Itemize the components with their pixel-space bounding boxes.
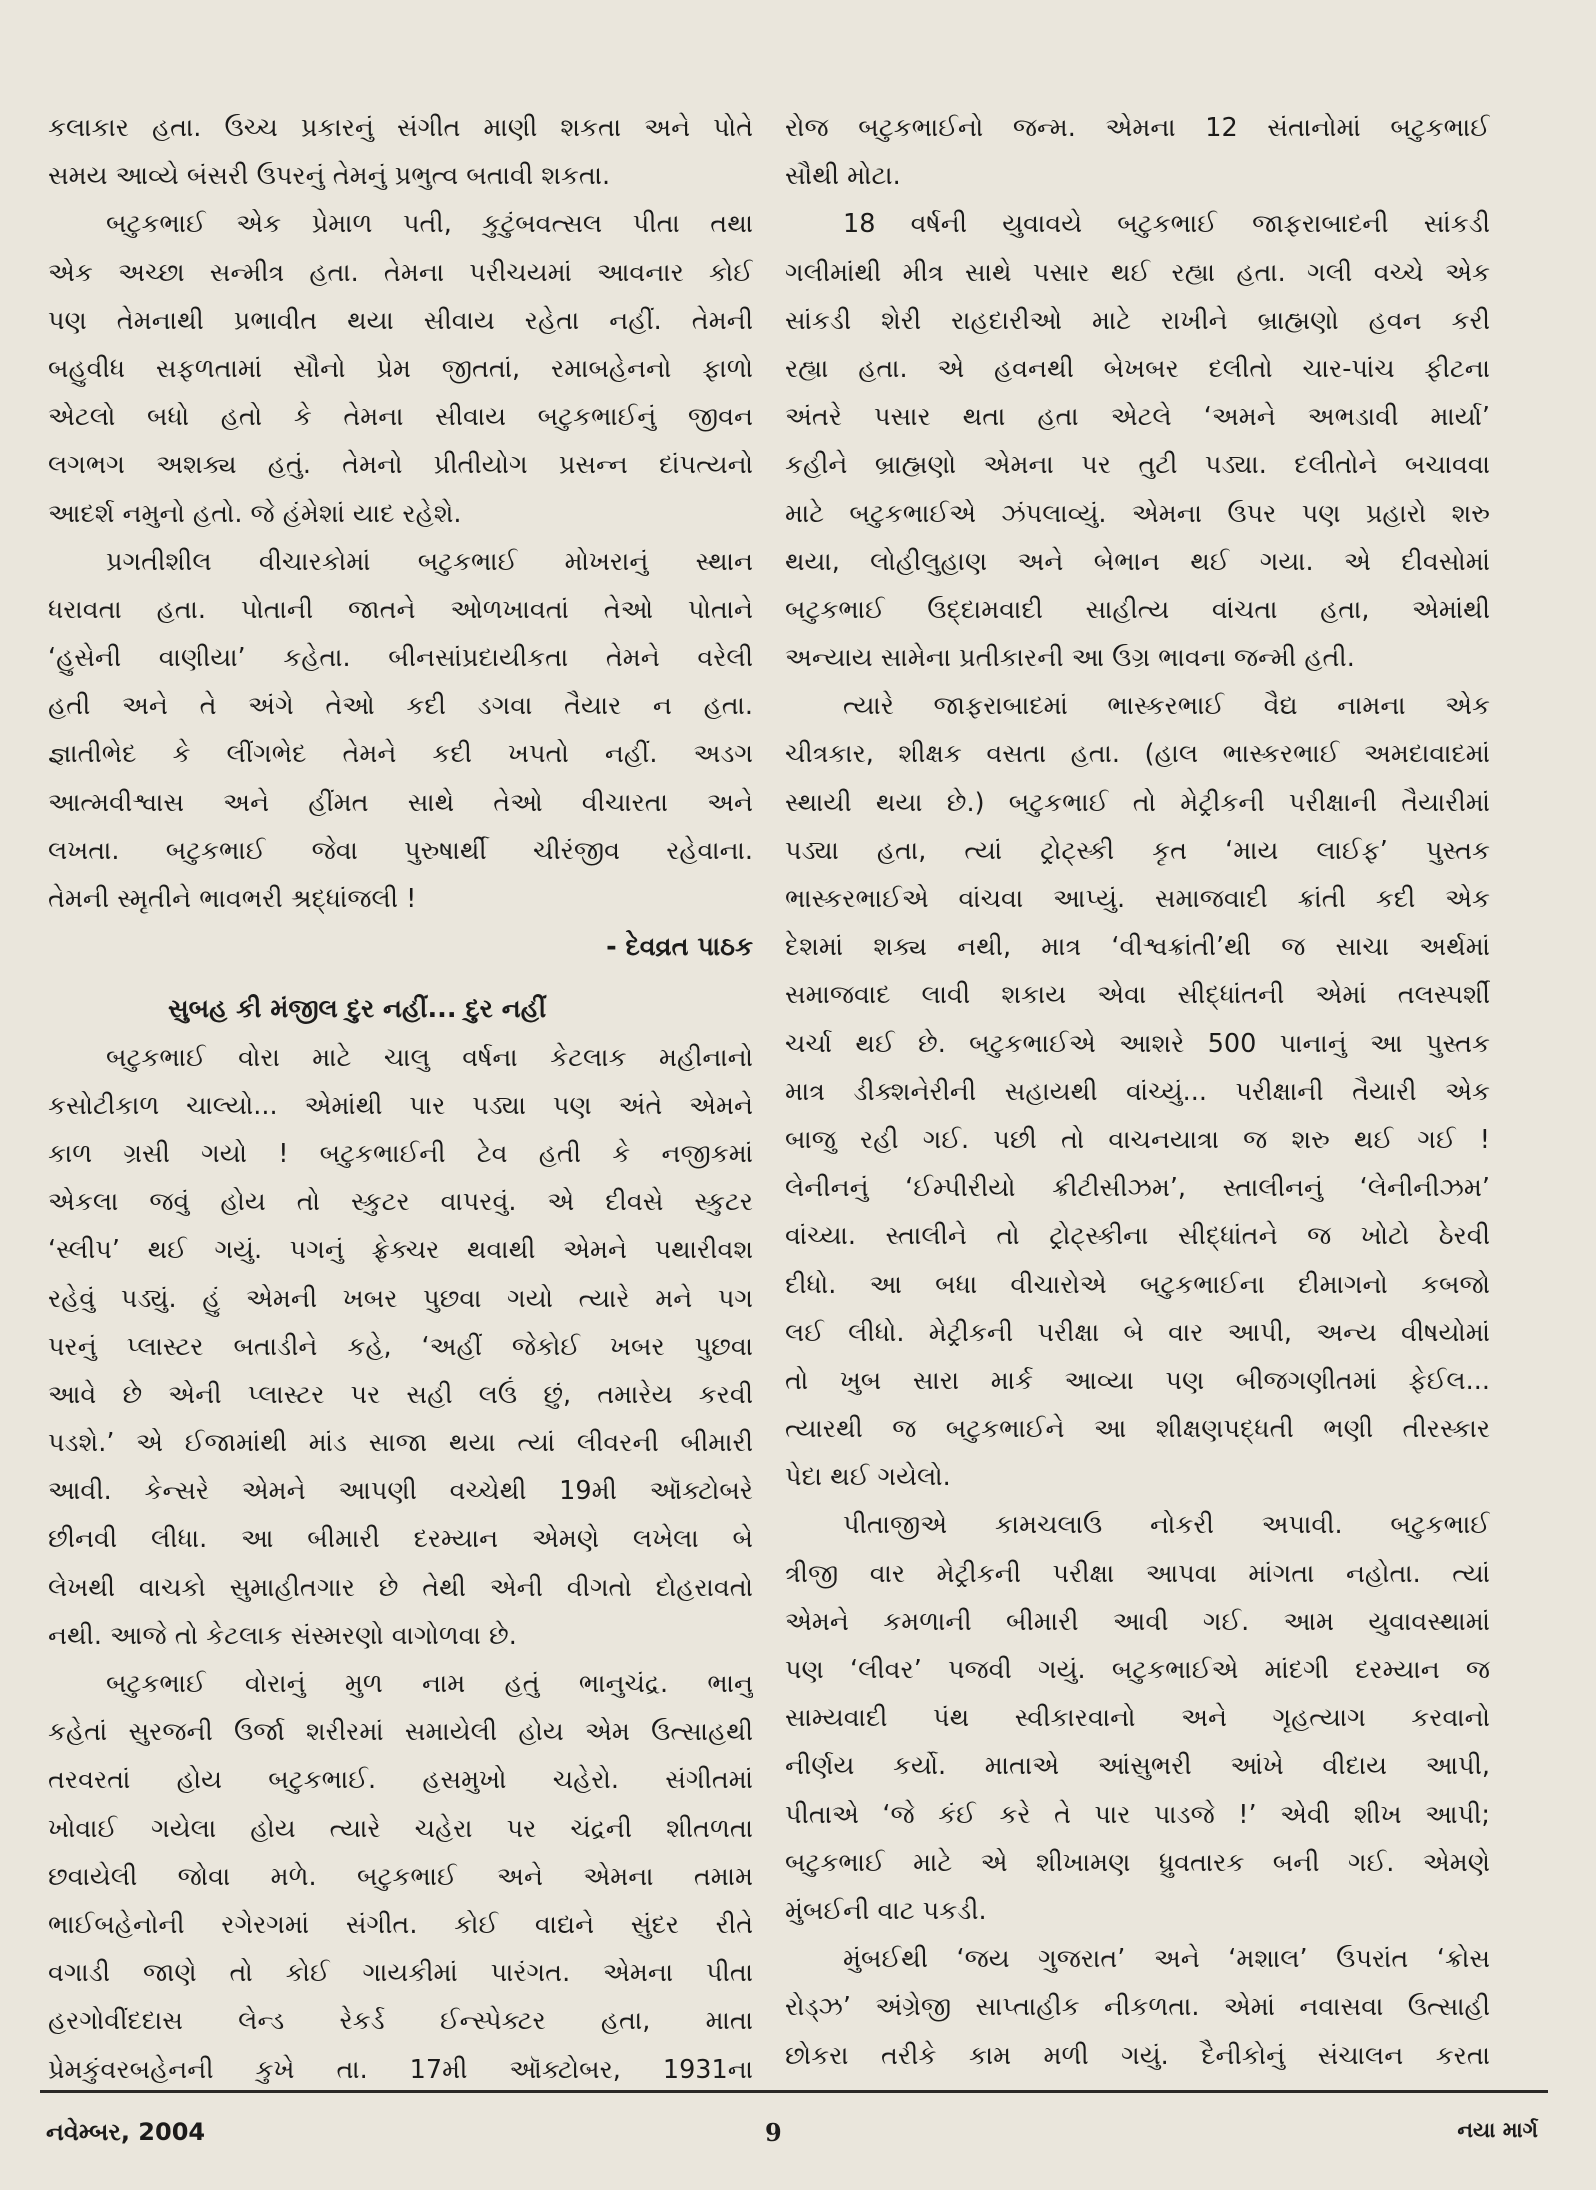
paragraph-line: ત્રીજી વાર મેટ્રીકની પરીક્ષા આપવા માંગતા નહોતા. ત્યાં — [785, 1558, 1490, 1589]
paragraph-line: બટુકભાઈ એક પ્રેમાળ પતી, કુટુંબવત્સલ પીતા તથા — [106, 209, 753, 240]
paragraph-line: અન્યાય સામેના પ્રતીકારની આ ઉગ્ર ભાવના જન્મી હતી. — [785, 643, 1355, 674]
paragraph-line: નીર્ણય કર્યો. માતાએ આંસુભરી આંખે વીદાય આપી, — [785, 1751, 1490, 1782]
paragraph-line: ભાઈબહેનોની રગેરગમાં સંગીત. કોઈ વાદ્યને સુંદર રીતે — [48, 1909, 753, 1940]
paragraph-line: કલાકાર હતા. ઉચ્ચ પ્રકારનું સંગીત માણી શકતા અને પોતે — [48, 113, 753, 143]
publication-name: નયા માર્ગ — [1457, 2118, 1538, 2142]
footer-rule — [40, 2090, 1548, 2093]
paragraph-line: સ્થાયી થયા છે.) બટુકભાઈ તો મેટ્રીકની પરીક્ષાની તૈયારીમાં — [785, 787, 1490, 818]
paragraph-line: સામ્યવાદી પંથ સ્વીકારવાનો અને ગૃહત્યાગ કરવાનો — [785, 1703, 1490, 1734]
paragraph-line: કસોટીકાળ ચાલ્યો... એમાંથી પાર પડ્યા પણ અંતે એમને — [48, 1090, 753, 1121]
paragraph-line: લેનીનનું ‘ઈમ્પીરીયો ક્રીટીસીઝમ’, સ્તાલીનનું ‘લેનીનીઝમ’ — [785, 1173, 1490, 1204]
paragraph-line: બહુવીધ સફળતામાં સૌનો પ્રેમ જીતતાં, રમાબહેનનો ફાળો — [48, 353, 753, 384]
paragraph-line: કહીને બ્રાહ્મણો એમના પર તુટી પડ્યા. દલીતોને બચાવવા — [785, 450, 1490, 481]
paragraph-line: ‘હુસેની વાણીયા’ કહેતા. બીનસાંપ્રદાયીકતા તેમને વરેલી — [48, 643, 753, 674]
paragraph-line: સમાજવાદ લાવી શકાય એવા સીદ્ધાંતની એમાં તલસ્પર્શી — [785, 980, 1490, 1011]
paragraph-line: અંતરે પસાર થતા હતા એટલે ‘અમને અભડાવી માર્યા’ — [785, 402, 1490, 433]
paragraph-line: સૌથી મોટા. — [785, 161, 901, 192]
paragraph-line: એમને કમળાની બીમારી આવી ગઈ. આમ યુવાવસ્થામાં — [785, 1606, 1490, 1637]
paragraph-line: તરવરતાં હોય બટુકભાઈ. હસમુખો ચહેરો. સંગીતમાં — [48, 1765, 753, 1796]
paragraph-line: રહ્યા હતા. એ હવનથી બેખબર દલીતો ચાર-પાંચ ફીટના — [785, 353, 1490, 384]
paragraph-line: આવી. કેન્સરે એમને આપણી વચ્ચેથી 19મી ઑક્ટોબરે — [48, 1476, 753, 1507]
paragraph-line: એટલો બધો હતો કે તેમના સીવાય બટુકભાઈનું જીવન — [48, 402, 753, 433]
paragraph-line: છવાયેલી જોવા મળે. બટુકભાઈ અને એમના તમામ — [48, 1861, 753, 1892]
paragraph-line: છોકરા તરીકે કામ મળી ગયું. દૈનીકોનું સંચાલન કરતા — [785, 2040, 1490, 2071]
paragraph-line: પ્રેમકુંવરબહેનની કુખે તા. 17મી ઑક્ટોબર, 1931ના — [48, 2054, 753, 2085]
paragraph-line: આદર્શ નમુનો હતો. જે હંમેશાં યાદ રહેશે. — [48, 498, 462, 529]
footer-date: નવેમ્બર, 2004 — [46, 2118, 206, 2146]
paragraph-line: ભાસ્કરભાઈએ વાંચવા આપ્યું. સમાજવાદી ક્રાંતી કદી એક — [785, 884, 1490, 914]
paragraph-line: રોડ્ઝ’ અંગ્રેજી સાપ્તાહીક નીકળતા. એમાં નવાસવા ઉત્સાહી — [785, 1992, 1490, 2023]
paragraph-line: થયા, લોહીલુહાણ અને બેભાન થઈ ગયા. એ દીવસોમાં — [785, 546, 1490, 577]
paragraph-line: તો ખુબ સારા માર્ક આવ્યા પણ બીજગણીતમાં ફેઈલ... — [785, 1365, 1490, 1396]
left-column — [48, 104, 753, 2094]
paragraph-line: ચીત્રકાર, શીક્ષક વસતા હતા. (હાલ ભાસ્કરભાઈ અમદાવાદમાં — [785, 739, 1490, 770]
paragraph-line: હતી અને તે અંગે તેઓ કદી ડગવા તૈયાર ન હતા. — [48, 691, 753, 722]
paragraph-line: ત્યારે જાફરાબાદમાં ભાસ્કરભાઈ વૈદ્ય નામના એક — [843, 691, 1490, 722]
author-signature: - દેવવ્રત પાઠક — [606, 932, 753, 963]
paragraph-line: જ્ઞાતીભેદ કે લીંગભેદ તેમને કદી ખપતો નહીં. અડગ — [48, 739, 753, 770]
paragraph-line: આવે છે એની પ્લાસ્ટર પર સહી લઉં છું, તમારેય કરવી — [48, 1379, 753, 1410]
paragraph-line: પણ તેમનાથી પ્રભાવીત થયા સીવાય રહેતા નહીં. તેમની — [48, 305, 753, 336]
paragraph-line: ધરાવતા હતા. પોતાની જાતને ઓળખાવતાં તેઓ પોતાને — [48, 594, 753, 625]
paragraph-line: બટુકભાઈ વોરાનું મુળ નામ હતું ભાનુચંદ્ર. ભાનુ — [106, 1669, 753, 1699]
paragraph-line: બટુકભાઈ માટે એ શીખામણ ધ્રુવતારક બની ગઈ. એમણે — [785, 1847, 1490, 1878]
paragraph-line: બટુકભાઈ વોરા માટે ચાલુ વર્ષના કેટલાક મહીનાનો — [106, 1042, 753, 1073]
paragraph-line: નથી. આજે તો કેટલાક સંસ્મરણો વાગોળવા છે. — [48, 1620, 517, 1651]
paragraph-line: ત્યારથી જ બટુકભાઈને આ શીક્ષણપદ્ધતી ભણી તીરસ્કાર — [785, 1414, 1490, 1445]
paragraph-line: ખોવાઈ ગયેલા હોય ત્યારે ચહેરા પર ચંદ્રની શીતળતા — [48, 1813, 753, 1844]
paragraph-line: પીતાજીએ કામચલાઉ નોકરી અપાવી. બટુકભાઈ — [843, 1510, 1490, 1541]
paragraph-line: માટે બટુકભાઈએ ઝંપલાવ્યું. એમના ઉપર પણ પ્રહારો શરુ — [785, 498, 1490, 529]
paragraph-line: એક અચ્છા સન્મીત્ર હતા. તેમના પરીચયમાં આવનાર કોઈ — [48, 257, 753, 288]
paragraph-line: ગલીમાંથી મીત્ર સાથે પસાર થઈ રહ્યા હતા. ગલી વચ્ચે એક — [785, 257, 1490, 288]
paragraph-line: મુંબઈથી ‘જય ગુજરાત’ અને ‘મશાલ’ ઉપરાંત ‘ક્રોસ — [843, 1944, 1490, 1975]
paragraph-line: હરગોવીંદદાસ લેન્ડ રેકર્ડ ઈન્સ્પેક્ટર હતા, માતા — [48, 2006, 753, 2037]
paragraph-line: સમય આવ્યે બંસરી ઉપરનું તેમનું પ્રભુત્વ બતાવી શકતા. — [48, 161, 611, 192]
paragraph-line: પ્રગતીશીલ વીચારકોમાં બટુકભાઈ મોખરાનું સ્થાન — [106, 546, 753, 577]
paragraph-line: તેમની સ્મૃતીને ભાવભરી શ્રદ્ધાંજલી ! — [48, 884, 417, 914]
paragraph-line: દીધો. આ બધા વીચારોએ બટુકભાઈના દીમાગનો કબજો — [785, 1269, 1490, 1300]
paragraph-line: રોજ બટુકભાઈનો જન્મ. એમના 12 સંતાનોમાં બટુકભાઈ — [785, 113, 1490, 143]
paragraph-line: માત્ર ડીક્શનેરીની સહાયથી વાંચ્યું... પરીક્ષાની તૈયારી એક — [785, 1076, 1490, 1107]
paragraph-line: ચર્ચા થઈ છે. બટુકભાઈએ આશરે 500 પાનાનું આ પુસ્તક — [785, 1028, 1490, 1059]
paragraph-line: ‘સ્લીપ’ થઈ ગયું. પગનું ફ્રેક્ચર થવાથી એમને પથારીવશ — [48, 1235, 753, 1266]
paragraph-line: લખતા. બટુકભાઈ જેવા પુરુષાર્થી ચીરંજીવ રહેવાના. — [48, 835, 753, 866]
paragraph-line: પણ ‘લીવર’ પજવી ગયું. બટુકભાઈએ માંદગી દરમ્યાન જ — [785, 1655, 1490, 1685]
paragraph-line: વગાડી જાણે તો કોઈ ગાયકીમાં પારંગત. એમના પીતા — [48, 1958, 753, 1989]
page-number: 9 — [765, 2118, 782, 2147]
right-column — [785, 104, 1490, 2080]
paragraph-line: કહેતાં સુરજની ઉર્જા શરીરમાં સમાયેલી હોય એમ ઉત્સાહથી — [48, 1717, 753, 1748]
paragraph-line: પેદા થઈ ગયેલો. — [785, 1462, 951, 1493]
paragraph-line: લેખથી વાચકો સુમાહીતગાર છે તેથી એની વીગતો દોહરાવતો — [48, 1572, 753, 1603]
paragraph-line: લગભગ અશક્ય હતું. તેમનો પ્રીતીયોગ પ્રસન્ન દાંપત્યનો — [48, 450, 753, 481]
paragraph-line: એકલા જવું હોય તો સ્કુટર વાપરવું. એ દીવસે સ્કુટર — [48, 1187, 753, 1218]
paragraph-line: બાજુ રહી ગઈ. પછી તો વાચનયાત્રા જ શરુ થઈ ગઈ ! — [785, 1124, 1490, 1155]
section-heading: સુબહ કી મંજીલ દુર નહીં... દુર નહીં — [168, 994, 547, 1025]
paragraph-line: કાળ ગ્રસી ગયો ! બટુકભાઈની ટેવ હતી કે નજીકમાં — [48, 1138, 753, 1169]
paragraph-line: લઈ લીધો. મેટ્રીકની પરીક્ષા બે વાર આપી, અન્ય વીષયોમાં — [785, 1317, 1490, 1348]
paragraph-line: છીનવી લીધા. આ બીમારી દરમ્યાન એમણે લખેલા બે — [48, 1524, 753, 1555]
paragraph-line: પરનું પ્લાસ્ટર બતાડીને કહે, ‘અહીં જેકોઈ ખબર પુછવા — [48, 1331, 753, 1362]
paragraph-line: રહેવું પડ્યું. હું એમની ખબર પુછવા ગયો ત્યારે મને પગ — [48, 1283, 753, 1314]
paragraph-line: આત્મવીશ્વાસ અને હીંમત સાથે તેઓ વીચારતા અને — [48, 787, 753, 818]
paragraph-line: વાંચ્યા. સ્તાલીને તો ટ્રોટ્સ્કીના સીદ્ધાંતને જ ખોટો ઠેરવી — [785, 1221, 1490, 1252]
paragraph-line: મુંબઈની વાટ પકડી. — [785, 1895, 987, 1926]
paragraph-line: દેશમાં શક્ય નથી, માત્ર ‘વીશ્વક્રાંતી’થી જ સાચા અર્થમાં — [785, 932, 1490, 963]
paragraph-line: બટુકભાઈ ઉદ્દામવાદી સાહીત્ય વાંચતા હતા, એમાંથી — [785, 594, 1490, 625]
paragraph-line: 18 વર્ષની યુવાવયે બટુકભાઈ જાફરાબાદની સાંકડી — [843, 209, 1490, 240]
paragraph-line: પડશે.’ એ ઈજામાંથી માંડ સાજા થયા ત્યાં લીવરની બીમારી — [48, 1428, 753, 1459]
paragraph-line: પીતાએ ‘જે કંઈ કરે તે પાર પાડજે !’ એવી શીખ આપી; — [785, 1799, 1490, 1830]
paragraph-line: સાંકડી શેરી રાહદારીઓ માટે રાખીને બ્રાહ્મણો હવન કરી — [785, 305, 1490, 336]
paragraph-line: પડ્યા હતા, ત્યાં ટ્રોટ્સ્કી કૃત ‘માય લાઈફ’ પુસ્તક — [785, 835, 1490, 866]
